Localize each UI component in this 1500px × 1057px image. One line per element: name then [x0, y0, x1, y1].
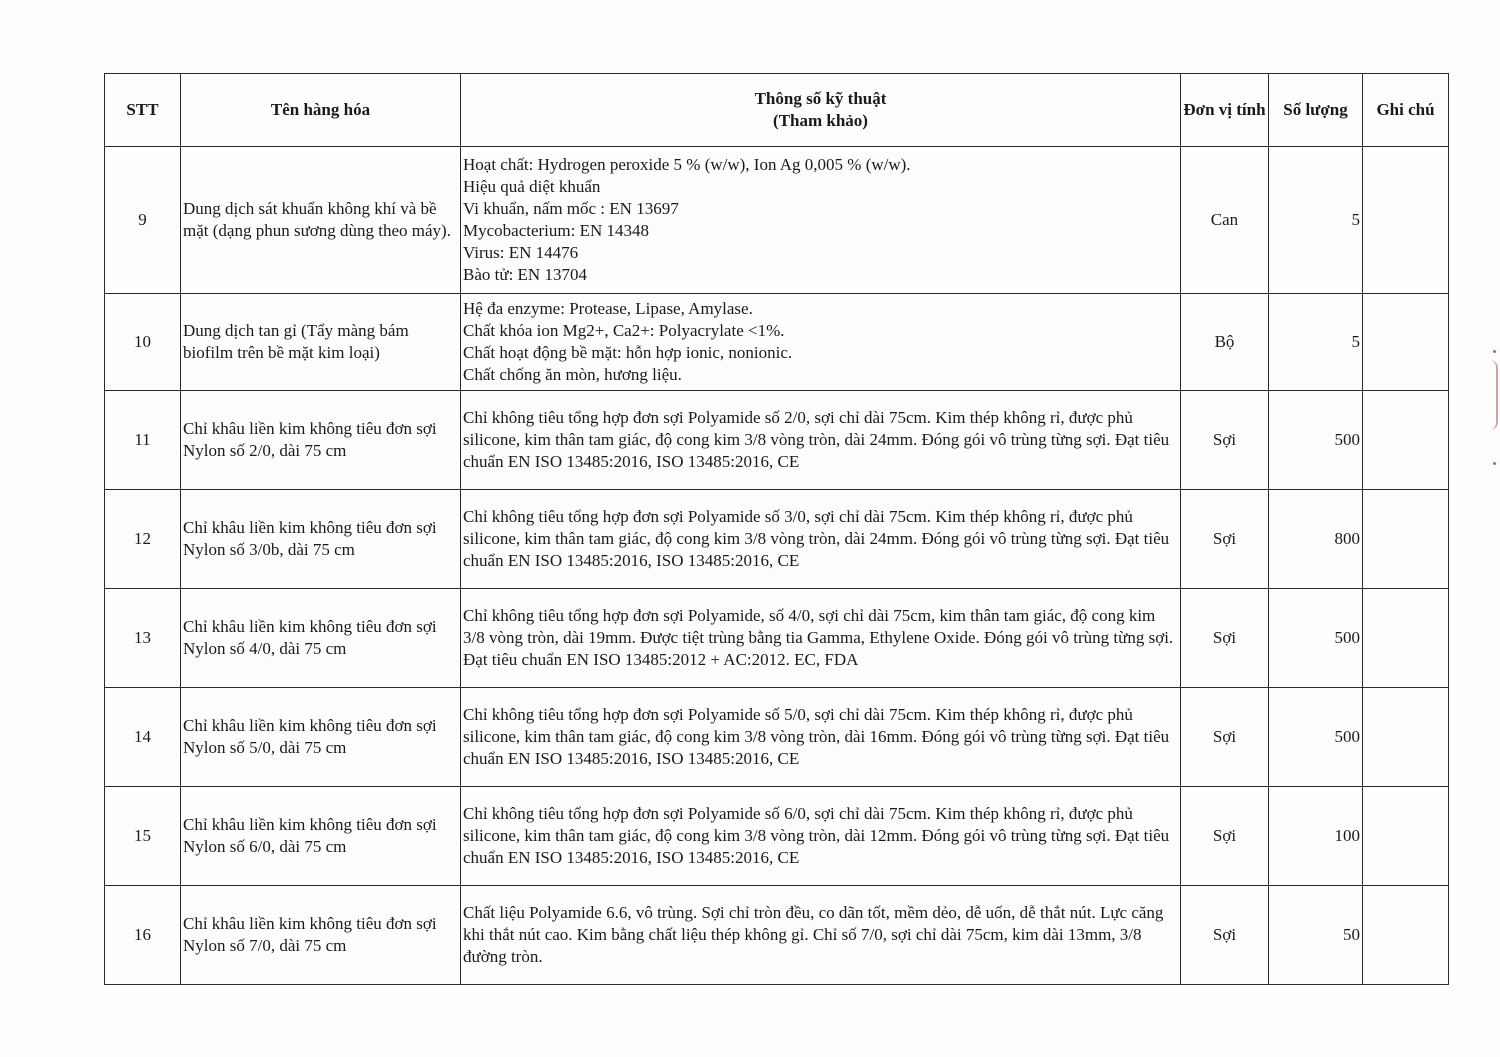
row-qty: 800 — [1269, 490, 1363, 589]
table-row — [105, 688, 1449, 787]
row-stt: 12 — [105, 490, 181, 589]
row-qty: 500 — [1269, 688, 1363, 787]
row-stt: 15 — [105, 787, 181, 886]
row-spec: Chỉ không tiêu tổng hợp đơn sợi Polyamide số 6/0, sợi chỉ dài 75cm. Kim thép không rỉ, được phủ silicone, kim thân tam giác, độ cong kim 3/8 vòng tròn, dài 12mm. Đóng gói vô trùng từng sợi. Đạt tiêu chuẩn EN ISO 13485:2016, ISO 13485:2016, CE — [461, 787, 1181, 886]
row-qty: 100 — [1269, 787, 1363, 886]
table-row — [105, 787, 1449, 886]
row-note — [1363, 886, 1449, 985]
row-note — [1363, 147, 1449, 294]
table-row — [105, 147, 1449, 294]
row-unit: Sợi — [1181, 490, 1269, 589]
stamp-edge-mark — [1490, 360, 1498, 430]
row-unit: Sợi — [1181, 688, 1269, 787]
row-name: Chỉ khâu liền kim không tiêu đơn sợi Nylon số 4/0, dài 75 cm — [181, 589, 461, 688]
row-note — [1363, 294, 1449, 391]
row-name: Dung dịch sát khuẩn không khí và bề mặt (dạng phun sương dùng theo máy). — [181, 147, 461, 294]
row-qty: 5 — [1269, 147, 1363, 294]
row-note — [1363, 391, 1449, 490]
table-row — [105, 886, 1449, 985]
header-qty: Số lượng — [1269, 74, 1363, 147]
row-spec: Hệ đa enzyme: Protease, Lipase, Amylase. Chất khóa ion Mg2+, Ca2+: Polyacrylate <1%. Chất hoạt động bề mặt: hỗn hợp ionic, nonionic. Chất chống ăn mòn, hương liệu. — [461, 294, 1181, 391]
row-name: Chỉ khâu liền kim không tiêu đơn sợi Nylon số 6/0, dài 75 cm — [181, 787, 461, 886]
row-spec: Chỉ không tiêu tổng hợp đơn sợi Polyamide số 5/0, sợi chỉ dài 75cm. Kim thép không rỉ, được phủ silicone, kim thân tam giác, độ cong kim 3/8 vòng tròn, dài 16mm. Đóng gói vô trùng từng sợi. Đạt tiêu chuẩn EN ISO 13485:2016, ISO 13485:2016, CE — [461, 688, 1181, 787]
row-stt: 11 — [105, 391, 181, 490]
row-stt: 13 — [105, 589, 181, 688]
row-name: Chỉ khâu liền kim không tiêu đơn sợi Nylon số 2/0, dài 75 cm — [181, 391, 461, 490]
row-name: Chỉ khâu liền kim không tiêu đơn sợi Nylon số 7/0, dài 75 cm — [181, 886, 461, 985]
stamp-edge-dot — [1493, 462, 1496, 465]
row-stt: 14 — [105, 688, 181, 787]
row-spec: Chỉ không tiêu tổng hợp đơn sợi Polyamide số 3/0, sợi chỉ dài 75cm. Kim thép không rỉ, được phủ silicone, kim thân tam giác, độ cong kim 3/8 vòng tròn, dài 24mm. Đóng gói vô trùng từng sợi. Đạt tiêu chuẩn EN ISO 13485:2016, ISO 13485:2016, CE — [461, 490, 1181, 589]
row-name: Chỉ khâu liền kim không tiêu đơn sợi Nylon số 5/0, dài 75 cm — [181, 688, 461, 787]
row-unit: Sợi — [1181, 886, 1269, 985]
row-stt: 9 — [105, 147, 181, 294]
row-stt: 16 — [105, 886, 181, 985]
row-qty: 50 — [1269, 886, 1363, 985]
row-note — [1363, 688, 1449, 787]
table-header-row — [105, 74, 1449, 147]
header-unit: Đơn vị tính — [1181, 74, 1269, 147]
row-spec: Chỉ không tiêu tổng hợp đơn sợi Polyamide, số 4/0, sợi chỉ dài 75cm, kim thân tam giác, độ cong kim 3/8 vòng tròn, dài 19mm. Được tiệt trùng bằng tia Gamma, Ethylene Oxide. Đóng gói vô trùng từng sợi. Đạt tiêu chuẩn EN ISO 13485:2012 + AC:2012. EC, FDA — [461, 589, 1181, 688]
row-unit: Sợi — [1181, 589, 1269, 688]
row-name: Chỉ khâu liền kim không tiêu đơn sợi Nylon số 3/0b, dài 75 cm — [181, 490, 461, 589]
row-note — [1363, 490, 1449, 589]
row-unit: Bộ — [1181, 294, 1269, 391]
row-spec: Chỉ không tiêu tổng hợp đơn sợi Polyamide số 2/0, sợi chỉ dài 75cm. Kim thép không rỉ, được phủ silicone, kim thân tam giác, độ cong kim 3/8 vòng tròn, dài 24mm. Đóng gói vô trùng từng sợi. Đạt tiêu chuẩn EN ISO 13485:2016, ISO 13485:2016, CE — [461, 391, 1181, 490]
row-unit: Sợi — [1181, 391, 1269, 490]
table-row — [105, 490, 1449, 589]
row-note — [1363, 787, 1449, 886]
header-name: Tên hàng hóa — [181, 74, 461, 147]
row-qty: 500 — [1269, 589, 1363, 688]
row-qty: 5 — [1269, 294, 1363, 391]
row-spec: Hoạt chất: Hydrogen peroxide 5 % (w/w), Ion Ag 0,005 % (w/w). Hiệu quả diệt khuẩn Vi khuẩn, nấm mốc : EN 13697 Mycobacterium: EN 14348 Virus: EN 14476 Bào tử: EN 13704 — [461, 147, 1181, 294]
row-note — [1363, 589, 1449, 688]
row-qty: 500 — [1269, 391, 1363, 490]
row-unit: Can — [1181, 147, 1269, 294]
row-stt: 10 — [105, 294, 181, 391]
table-row — [105, 589, 1449, 688]
header-note: Ghi chú — [1363, 74, 1449, 147]
row-unit: Sợi — [1181, 787, 1269, 886]
goods-table — [104, 73, 1449, 985]
row-spec: Chất liệu Polyamide 6.6, vô trùng. Sợi chỉ tròn đều, co dãn tốt, mềm dẻo, dễ uốn, dễ thắt nút. Lực căng khi thắt nút cao. Kim bằng chất liệu thép không gỉ. Chỉ số 7/0, sợi chỉ dài 75cm, kim dài 13mm, 3/8 đường tròn. — [461, 886, 1181, 985]
stamp-edge-dot — [1493, 350, 1496, 353]
header-spec: Thông số kỹ thuật (Tham khảo) — [461, 74, 1181, 147]
row-name: Dung dịch tan gỉ (Tẩy màng bám biofilm trên bề mặt kim loại) — [181, 294, 461, 391]
table-row — [105, 294, 1449, 391]
table-row — [105, 391, 1449, 490]
header-stt: STT — [105, 74, 181, 147]
